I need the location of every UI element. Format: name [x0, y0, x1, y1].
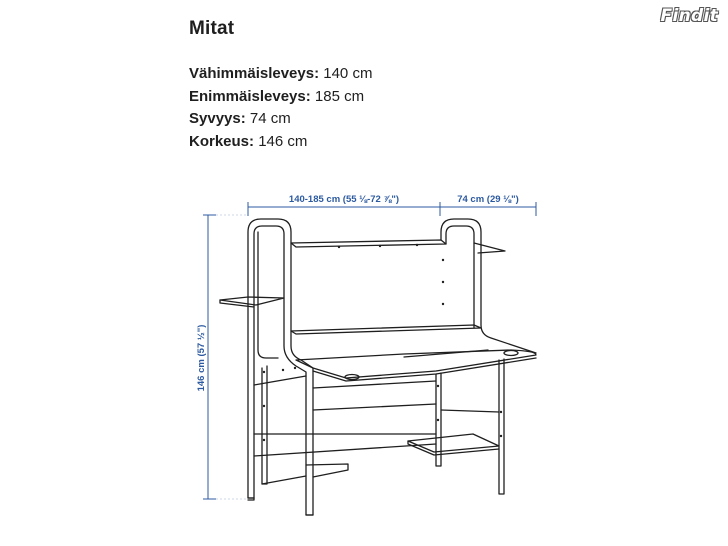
top-shelf: [291, 240, 446, 247]
right-tower-frame: [441, 219, 536, 353]
depth-dimension-label: 74 cm (29 ⅛"): [457, 194, 519, 205]
spec-label: Korkeus:: [189, 132, 255, 150]
desk-drawing: [220, 219, 536, 515]
dimension-guides: [216, 215, 246, 499]
page-title: Mitat: [189, 18, 235, 39]
spec-value: 185 cm: [314, 87, 365, 105]
lower-left-shelf: [306, 464, 348, 477]
spec-label: Vähimmäisleveys:: [189, 65, 320, 82]
width-dimension-label: 140-185 cm (55 ⅛-72 ⅞"): [288, 194, 400, 205]
spec-value: 140 cm: [323, 65, 373, 82]
spec-value: 146 cm: [258, 132, 308, 150]
spec-label: Enimmäisleveys:: [189, 87, 311, 105]
middle-shelf: [291, 325, 481, 334]
findit-logo[interactable]: Findit: [660, 6, 718, 26]
mounting-holes: [263, 244, 502, 441]
spec-label: Syvyys:: [189, 110, 246, 127]
spec-value: 74 cm: [249, 110, 291, 127]
height-dimension-label: 146 cm (57 ½"): [196, 324, 207, 392]
